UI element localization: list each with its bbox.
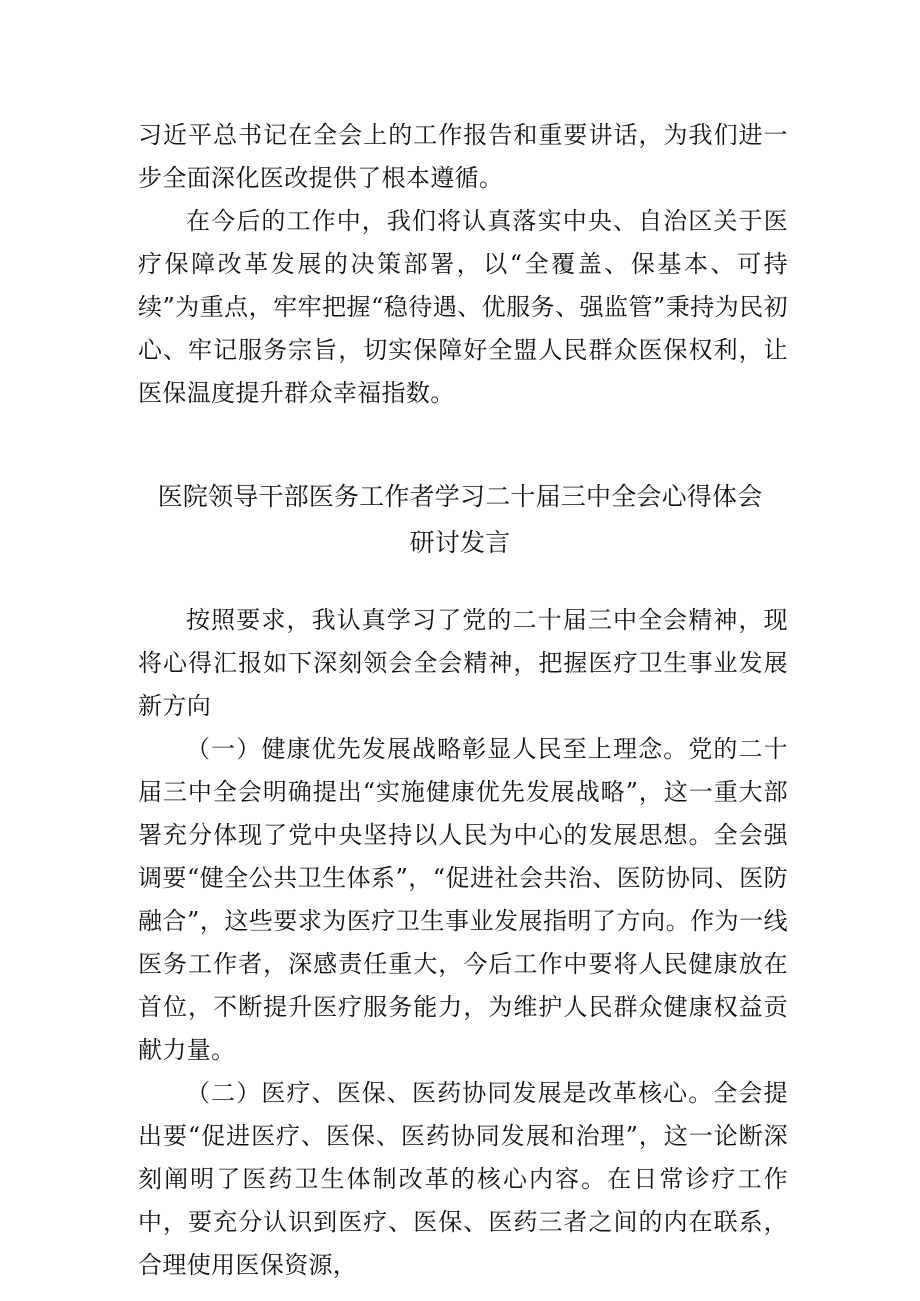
continuation-section bbox=[138, 114, 788, 415]
article-title: 医院领导干部医务工作者学习二十届三中全会心得体会研讨发言 bbox=[157, 482, 763, 557]
article-paragraph-intro: 按照要求，我认真学习了党的二十届三中全会精神，现将心得汇报如下深刻领会全会精神，把握医疗卫生事业发展新方向 bbox=[138, 606, 788, 720]
article-body bbox=[138, 599, 788, 1287]
continuation-paragraph-1: 习近平总书记在全会上的工作报告和重要讲话，为我们进一步全面深化医改提供了根本遵循。 bbox=[138, 121, 788, 192]
continuation-paragraph-2: 在今后的工作中，我们将认真落实中央、自治区关于医疗保障改革发展的决策部署，以“全覆盖、保基本、可持续”为重点，牢牢把握“稳待遇、优服务、强监管”秉持为民初心、牢记服务宗旨，切实保障好全盟人民群众医保权利，让医保温度提升群众幸福指数。 bbox=[138, 207, 788, 407]
article-paragraph-section-2: （二）医疗、医保、医药协同发展是改革核心。全会提出要“促进医疗、医保、医药协同发展和治理”，这一论断深刻阐明了医药卫生体制改革的核心内容。在日常诊疗工作中，要充分认识到医疗、医保、医药三者之间的内在联系，合理使用医保资源， bbox=[138, 1079, 788, 1279]
article-paragraph-section-1: （一）健康优先发展战略彰显人民至上理念。党的二十届三中全会明确提出“实施健康优先发展战略”，这一重大部署充分体现了党中央坚持以人民为中心的发展思想。全会强调要“健全公共卫生体系”，“促进社会共治、医防协同、医防融合”，这些要求为医疗卫生事业发展指明了方向。作为一线医务工作者，深感责任重大，今后工作中要将人民健康放在首位，不断提升医疗服务能力，为维护人民群众健康权益贡献力量。 bbox=[138, 735, 788, 1064]
